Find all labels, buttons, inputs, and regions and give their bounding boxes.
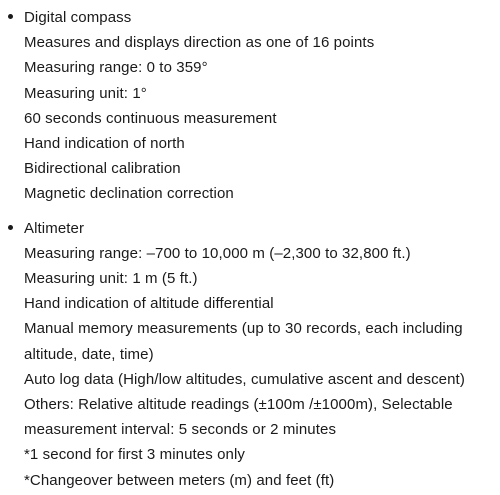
bullet-icon bbox=[8, 14, 13, 19]
bullet-icon bbox=[8, 225, 13, 230]
spec-line: Measuring range: –700 to 10,000 m (–2,300 to 32,800 ft.) bbox=[24, 244, 411, 262]
spec-line: Bidirectional calibration bbox=[24, 160, 181, 178]
spec-line: Magnetic declination correction bbox=[24, 185, 234, 203]
spec-line: Measuring range: 0 to 359° bbox=[24, 59, 208, 77]
spec-line: *Changeover between meters (m) and feet (ft) bbox=[24, 471, 335, 489]
spec-line: altitude, date, time) bbox=[24, 345, 154, 363]
spec-line: Auto log data (High/low altitudes, cumulative ascent and descent) bbox=[24, 370, 465, 388]
section-title: Digital compass bbox=[24, 9, 132, 26]
spec-line: 60 seconds continuous measurement bbox=[24, 109, 277, 127]
spec-line: *1 second for first 3 minutes only bbox=[24, 446, 246, 464]
spec-line: Measures and displays direction as one of 16 points bbox=[24, 34, 375, 52]
spec-line: Others: Relative altitude readings (±100m /±1000m), Selectable bbox=[24, 396, 453, 414]
section-digital-compass bbox=[8, 5, 490, 207]
spec-line: measurement interval: 5 seconds or 2 minutes bbox=[24, 421, 337, 439]
spec-line: Measuring unit: 1° bbox=[24, 84, 147, 102]
spec-line: Hand indication of north bbox=[24, 135, 185, 153]
spec-line: Hand indication of altitude differential bbox=[24, 295, 274, 313]
spec-line: Measuring unit: 1 m (5 ft.) bbox=[24, 270, 198, 288]
section-altimeter bbox=[8, 216, 490, 493]
section-title: Altimeter bbox=[24, 219, 85, 237]
spec-line: Manual memory measurements (up to 30 records, each including bbox=[24, 320, 463, 338]
